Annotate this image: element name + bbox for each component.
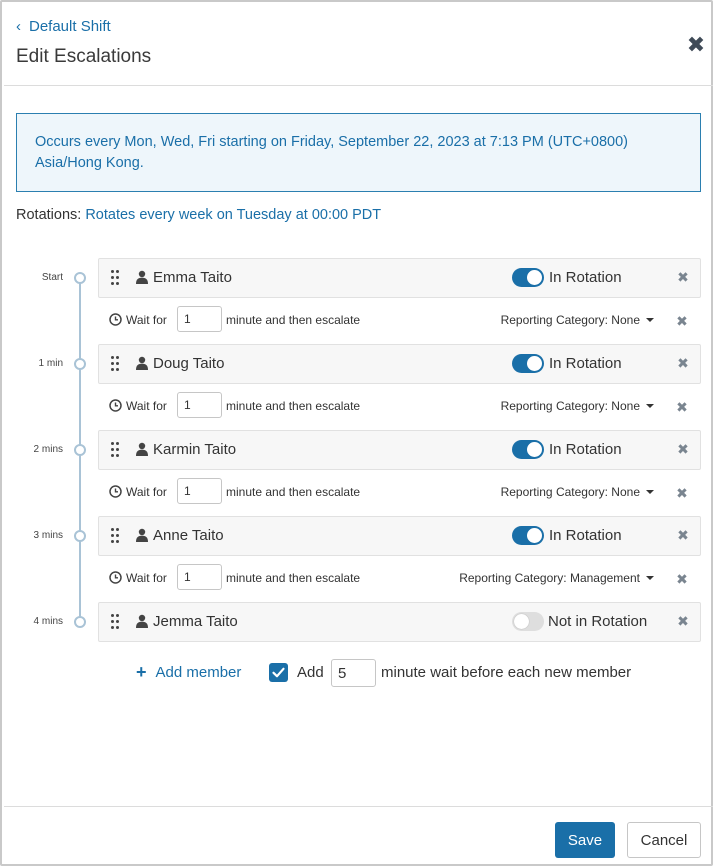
drag-handle-icon[interactable] [111,442,119,458]
member-row [98,602,701,642]
escalate-label: minute and then escalate [226,485,361,499]
reporting-category-value: Reporting Category: Management [459,571,640,585]
rotation-toggle[interactable] [512,354,544,373]
wait-minutes-input[interactable] [177,564,222,590]
timeline-dot [74,616,86,628]
remove-member-icon[interactable]: ✖ [677,527,689,543]
rotation-toggle[interactable] [512,612,544,631]
timeline-label: 1 min [38,358,63,369]
drag-handle-icon[interactable] [111,356,119,372]
remove-wait-icon[interactable]: ✖ [676,399,688,415]
add-wait-label: Add [297,664,324,681]
rotation-status: In Rotation [549,269,622,286]
clock-icon [109,485,122,498]
wait-minutes-input[interactable] [177,306,222,332]
reporting-category-dropdown[interactable] [501,485,654,499]
footer-divider [4,806,713,807]
rotations-line [16,207,381,223]
member-name: Emma Taito [153,269,232,286]
drag-handle-icon[interactable] [111,614,119,630]
escalate-label: minute and then escalate [226,399,361,413]
wait-row [98,387,701,427]
reporting-category-value: Reporting Category: None [500,399,640,413]
timeline-dot [74,358,86,370]
add-member-row [136,659,666,687]
cancel-button[interactable]: Cancel [627,822,701,858]
user-icon [136,528,148,542]
caret-down-icon [646,576,654,580]
checkmark-icon [269,663,288,682]
add-wait-checkbox[interactable] [269,663,288,682]
wait-for-label: Wait for [126,313,167,327]
timeline-dot [74,530,86,542]
user-icon [136,442,148,456]
escalate-label: minute and then escalate [226,571,361,585]
wait-row [98,559,701,599]
member-name: Anne Taito [153,527,224,544]
user-icon [136,614,148,628]
reporting-category-dropdown[interactable] [501,399,654,413]
member-row [98,430,701,470]
plus-icon: + [136,662,147,682]
timeline-label: 3 mins [33,530,63,541]
wait-minutes-input[interactable] [177,478,222,504]
caret-down-icon [646,318,654,322]
remove-member-icon[interactable]: ✖ [677,441,689,457]
rotation-toggle[interactable] [512,440,544,459]
timeline-dot [74,272,86,284]
user-icon [136,356,148,370]
member-name: Karmin Taito [153,441,237,458]
reporting-category-dropdown[interactable] [501,313,654,327]
rotations-label: Rotations: [16,207,82,223]
rotations-link[interactable]: Rotates every week on Tuesday at 00:00 PDT [85,207,382,223]
timeline-label: 2 mins [33,444,63,455]
new-member-wait-input[interactable] [331,659,376,687]
timeline-dot [74,444,86,456]
schedule-info-box [16,113,701,192]
member-name: Doug Taito [153,355,225,372]
rotation-toggle[interactable] [512,526,544,545]
rotation-status: In Rotation [549,355,622,372]
rotation-status: Not in Rotation [548,613,648,630]
wait-for-label: Wait for [126,485,167,499]
clock-icon [109,399,122,412]
back-link-label: Default Shift [29,18,111,35]
remove-wait-icon[interactable]: ✖ [676,485,688,501]
escalate-label: minute and then escalate [226,313,361,327]
clock-icon [109,313,122,326]
timeline-label: 4 mins [33,616,63,627]
add-member-button[interactable] [136,664,241,681]
wait-row [98,301,701,341]
reporting-category-dropdown[interactable] [459,571,654,585]
back-link-default-shift[interactable] [16,18,111,35]
remove-member-icon[interactable]: ✖ [677,613,689,629]
user-icon [136,270,148,284]
wait-minutes-input[interactable] [177,392,222,418]
remove-wait-icon[interactable]: ✖ [676,313,688,329]
wait-row [98,473,701,513]
remove-member-icon[interactable]: ✖ [677,355,689,371]
drag-handle-icon[interactable] [111,528,119,544]
add-wait-suffix: minute wait before each new member [381,664,632,681]
save-button[interactable]: Save [555,822,615,858]
rotation-status: In Rotation [549,527,622,544]
page-title: Edit Escalations [16,46,152,67]
wait-for-label: Wait for [126,571,167,585]
remove-member-icon[interactable]: ✖ [677,269,689,285]
add-member-label: Add member [155,664,242,681]
timeline-label: Start [41,272,63,283]
drag-handle-icon[interactable] [111,270,119,286]
member-row [98,516,701,556]
member-row [98,258,701,298]
reporting-category-value: Reporting Category: None [500,313,640,327]
schedule-info-text: Occurs every Mon, Wed, Fri starting on Friday, September 22, 2023 at 7:13 PM (UTC+0800) Asia/Hong Kong. [35,134,629,171]
clock-icon [109,571,122,584]
caret-down-icon [646,404,654,408]
rotation-status: In Rotation [549,441,622,458]
header-divider [4,85,713,86]
chevron-left-icon: ‹ [16,18,21,35]
remove-wait-icon[interactable]: ✖ [676,571,688,587]
member-row [98,344,701,384]
reporting-category-value: Reporting Category: None [500,485,640,499]
caret-down-icon [646,490,654,494]
close-icon[interactable]: ✖ [686,32,706,57]
wait-for-label: Wait for [126,399,167,413]
rotation-toggle[interactable] [512,268,544,287]
member-name: Jemma Taito [153,613,238,630]
